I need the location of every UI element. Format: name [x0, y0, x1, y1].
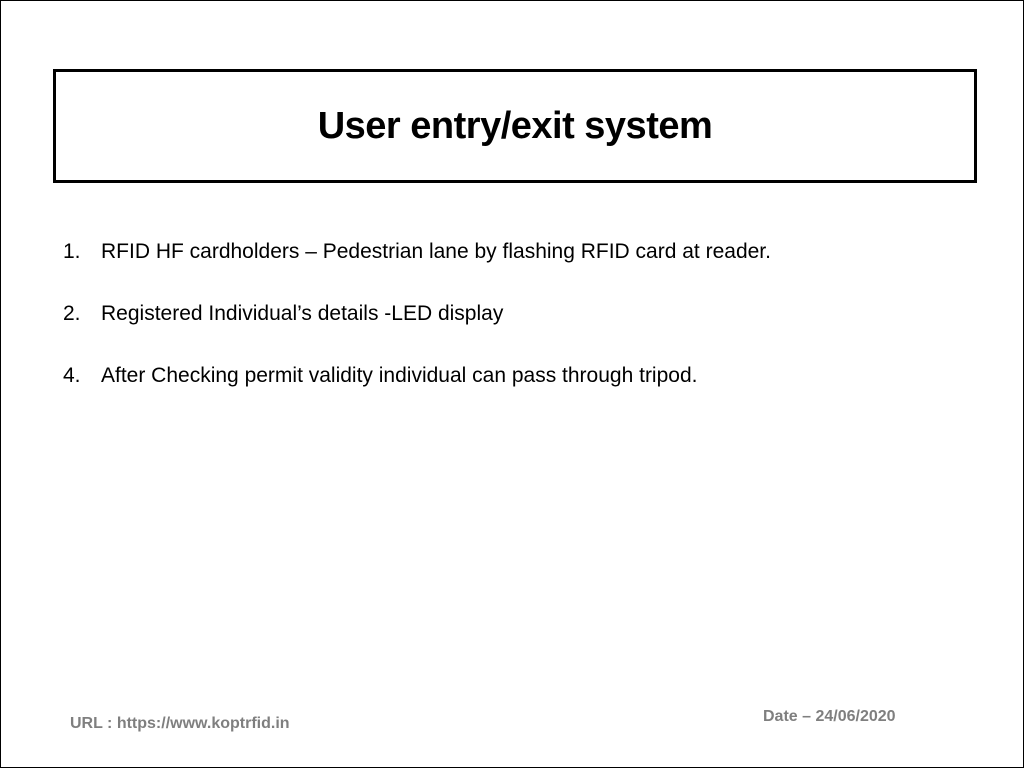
list-item-text: After Checking permit validity individual can pass through tripod.: [101, 364, 698, 387]
list-item: [63, 299, 503, 329]
footer-date: Date – 24/06/2020: [763, 708, 896, 725]
list-item: [63, 361, 697, 391]
list-item-number: 4.: [63, 364, 81, 387]
list-item-number: 1.: [63, 240, 81, 263]
list-item: [63, 237, 771, 267]
slide-title: User entry/exit system: [317, 104, 713, 147]
list-item-text: RFID HF cardholders – Pedestrian lane by flashing RFID card at reader.: [101, 240, 771, 263]
list-item-text: Registered Individual’s details -LED display: [101, 302, 504, 325]
title-box: [53, 69, 977, 183]
list-item-number: 2.: [63, 302, 81, 325]
footer-url: URL : https://www.koptrfid.in: [70, 715, 290, 732]
